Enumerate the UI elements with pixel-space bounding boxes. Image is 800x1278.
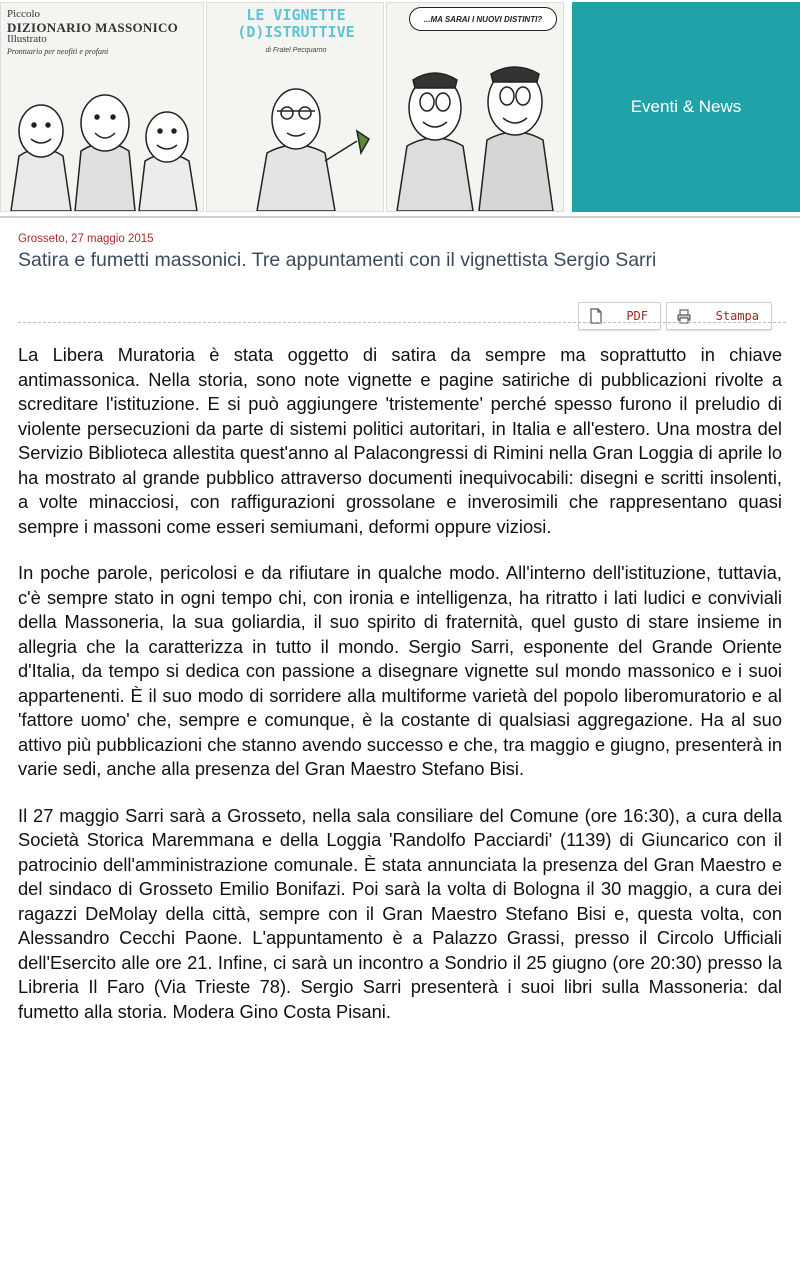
cartoon-mason-illustration bbox=[207, 61, 384, 211]
book-cover-dizionario[interactable] bbox=[0, 2, 204, 212]
article-body bbox=[18, 343, 782, 1046]
paragraph-1: La Libera Muratoria è stata oggetto di satira da sempre ma soprattutto in chiave antimassonica. Nella storia, sono note vignette e pagine satiriche di pubblicazioni rivolte a screditare l'istituzione. E si può aggiungere 'tristemente' perché spesso furono il preludio di violente persecuzioni da parte di sistemi politici autoritari, in Italia e all'estero. Una mostra del Servizio Biblioteca allestita quest'anno al Palacongressi di Rimini nella Gran Loggia di aprile lo ha mostrato al grande pubblico attraverso documenti inequivocabili: disegni e scritti insolenti, a volte minacciosi, con raffigurazioni grossolane e inverosimili che rappresentano quasi sempre i massoni come esseri semiumani, deformi oppure viziosi. bbox=[18, 344, 782, 537]
book-cover-vignette[interactable] bbox=[206, 2, 384, 212]
print-button[interactable] bbox=[666, 302, 772, 330]
events-news-link[interactable] bbox=[572, 2, 800, 212]
article-date: Grosseto, 27 maggio 2015 bbox=[18, 233, 154, 245]
paragraph-3: Il 27 maggio Sarri sarà a Grosseto, nella sala consiliare del Comune (ore 16:30), a cura della Società Storica Maremmana e della Loggia 'Randolfo Pacciardi' (1139) di Giuncarico con il patrocinio dell'amministrazione comunale. È stata annunciata la presenza del Gran Maestro e del sindaco di Grosseto Emilio Bonifazi. Poi sarà la volta di Bologna il 30 maggio, a cura dei ragazzi DeMolay della città, sempre con il Gran Maestro Stefano Bisi e, questa volta, con Alessandro Cecchi Paone. L'appuntamento è a Palazzo Grassi, presso il Circolo Ufficiali dell'Esercito alle ore 21. Infine, ci sarà un incontro a Sondrio il 25 giugno (ore 20:30) presso la Libreria Il Faro (Via Trieste 78). Sergio Sarri presenterà i suoi libri sulla Massoneria: dal fumetto alla storia. Modera Gino Costa Pisani. bbox=[18, 804, 782, 1022]
vignette-author: di Fratel Pecquarno bbox=[265, 47, 327, 54]
book-cover-cartoon[interactable] bbox=[386, 2, 564, 212]
speech-bubble: ...MA SARAI I NUOVI DISTINTI? bbox=[409, 7, 557, 31]
header-banner bbox=[0, 0, 800, 214]
pdf-button[interactable] bbox=[578, 302, 661, 330]
cover-title: Piccolo DIZIONARIO MASSONICO Illustrato Prontuario per neofiti e profani bbox=[7, 8, 179, 56]
vignette-title: LE VIGNETTE (D)ISTRUTTIVE bbox=[237, 6, 355, 41]
print-label: Stampa bbox=[715, 309, 759, 323]
paragraph-2: In poche parole, pericolosi e da rifiutare in qualche modo. All'interno dell'istituzione, tuttavia, c'è sempre stato in ogni tempo chi, con ironia e intelligenza, ha ritratto i lati ludici e conviviali della Massoneria, la sua goliardia, il suo spirito di fraternità, quel gusto di stare insieme in allegria che la caratterizza in tutto il mondo. Sergio Sarri, esponente del Grande Oriente d'Italia, da tempo si dedica con passione a disegnare vignette sul mondo massonico e i suoi appartenenti. È il suo modo di sorridere alla multiforme varietà del popolo liberomuratorio e al 'fattore uomo' che, sempre e comunque, è la costante di qualsiasi aggregazione. Ha al suo attivo più pubblicazioni che stanno avendo successo e che, tra maggio e giugno, presenterà in varie sedi, anche alla presenza del Gran Maestro Stefano Bisi. bbox=[18, 562, 782, 779]
cartoon-pair-illustration bbox=[387, 36, 564, 211]
article-title: Satira e fumetti massonici. Tre appuntamenti con il vignettista Sergio Sarri bbox=[18, 249, 657, 271]
cartoon-figures-illustration bbox=[1, 61, 204, 211]
header-divider bbox=[0, 216, 800, 218]
title-divider bbox=[18, 322, 786, 323]
events-news-label: Eventi & News bbox=[630, 97, 742, 116]
pdf-label: PDF bbox=[626, 309, 648, 323]
